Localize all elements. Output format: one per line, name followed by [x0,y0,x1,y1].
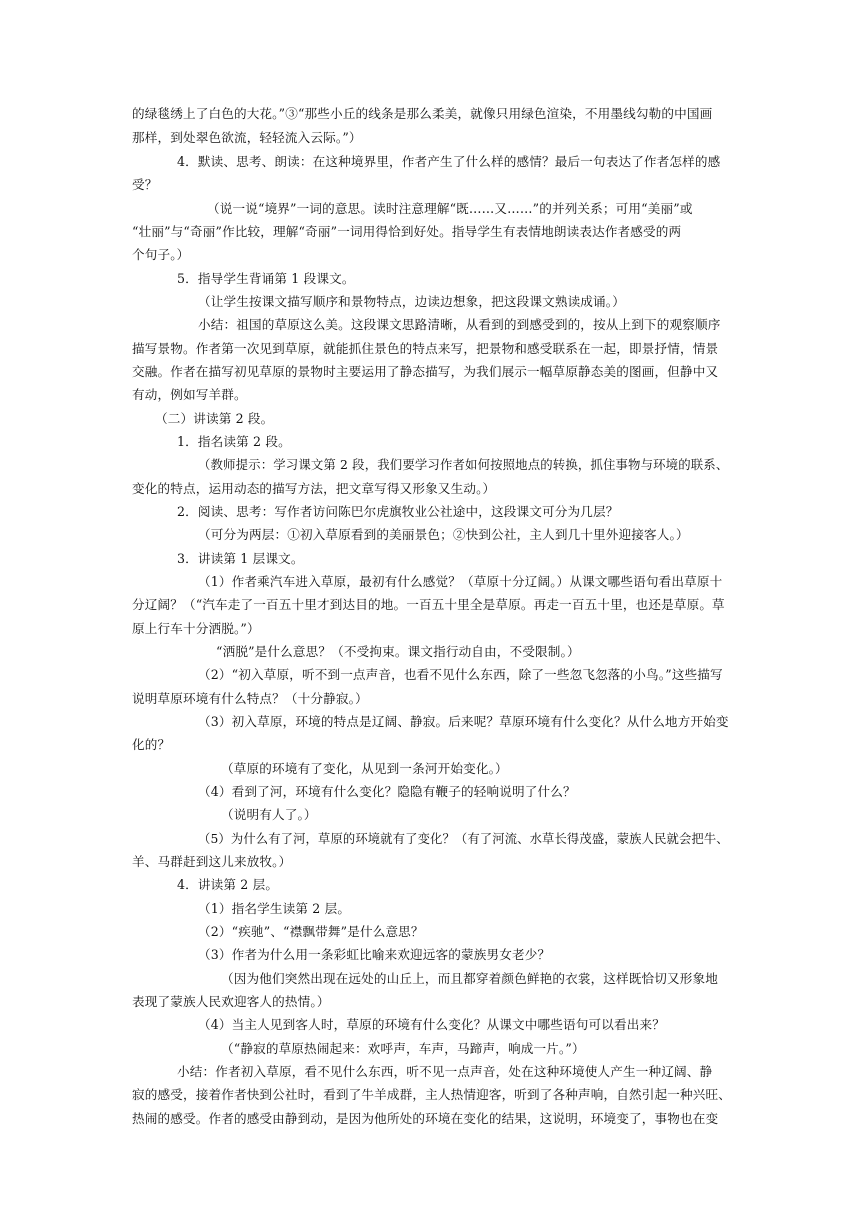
text-line: （可分为两层：①初入草原看到的美丽景色；②快到公社，主人到几十里外迎接客人。） [198,527,689,542]
text-line: 寂的感受，接着作者快到公社时，看到了牛羊成群，主人热情迎客，听到了各种声响，自然引起一种兴旺、 [132,1087,731,1102]
text-line: 交融。作者在描写初见草原的景物时主要运用了静态描写，为我们展示一幅草原静态美的图画，但静中又 [132,364,719,379]
text-line: （草原的环境有了变化，从见到一条河开始变化。） [221,761,508,776]
text-line: 有动，例如写羊群。 [132,387,247,402]
text-line: 小结：作者初入草原，看不见什么东西，听不见一点声音，处在这种环境使人产生一种辽阔、静 [177,1064,713,1079]
text-line: （5）为什么有了河，草原的环境就有了变化？（有了河流、水草长得茂盛，蒙族人民就会把牛、 [198,832,729,846]
text-line: 1．指名读第 2 段。 [177,434,291,449]
text-line: “洒脱”是什么意思？（不受拘束。课文指行动自由，不受限制。） [216,644,580,659]
text-line: （1）作者乘汽车进入草原，最初有什么感觉？（草原十分辽阔。）从课文哪些语句看出草原十 [198,574,723,589]
text-line: 小结：祖国的草原这么美。这段课文思路清晰，从看到的到感受到的，按从上到下的观察顺序 [198,317,721,332]
text-line: 热闹的感受。作者的感受由静到动，是因为他所处的环境在变化的结果，这说明，环境变了，事物也在变 [132,1111,719,1126]
text-line: （4）当主人见到客人时，草原的环境有什么变化？从课文中哪些语句可以看出来？ [198,1017,665,1032]
text-line: 5．指导学生背诵第 1 段课文。 [177,271,355,286]
text-line: 变化的特点，运用动态的描写方法，把文章写得又形象又生动。） [132,481,496,496]
text-line: （4）看到了河，环境有什么变化？隐隐有鞭子的轻响说明了什么？ [198,784,576,799]
text-line: （3）作者为什么用一条彩虹比喻来欢迎远客的蒙族男女老少？ [198,947,551,962]
text-line: （3）初入草原，环境的特点是辽阔、静寂。后来呢？草原环境有什么变化？从什么地方开始变 [198,714,729,729]
text-line: （“静寂的草原热闹起来：欢呼声，车声，马蹄声，响成一片。”） [221,1041,585,1056]
text-line: 的绿毯绣上了白色的大花。”③“那些小丘的线条是那么柔美，就像只用绿色渲染，不用墨线勾勒的中国画 [132,106,713,121]
text-line: （2）“初入草原，听不到一点声音，也看不见什么东西，除了一些忽飞忽落的小鸟。”这些描写 [198,667,723,682]
text-line: 那样，到处翠色欲流，轻轻流入云际。”） [132,130,362,145]
text-line: （说一说“境界”一词的意思。读时注意理解“既……又……”的并列关系；可用“美丽”或 [207,201,693,216]
text-line: 2．阅读、思考：写作者访问陈巴尔虎旗牧业公社途中，这段课文可分为几层？ [177,504,619,519]
text-line: 说明草原环境有什么特点？（十分静寂。） [132,691,368,706]
text-line: 描写景物。作者第一次见到草原，就能抓住景色的特点来写，把景物和感受联系在一起，即景抒情，情景 [132,341,719,356]
text-line: 个句子。） [132,247,190,262]
text-line: （1）指名学生读第 2 层。 [198,901,351,916]
text-line: 4．默读、思考、朗读：在这种境界里，作者产生了什么样的感情？最后一句表达了作者怎样的感 [177,154,721,169]
text-line: “壮丽”与“奇丽”作比较，理解“奇丽”一词用得恰到好处。指导学生有表情地朗读表达作者感受的两 [132,224,682,239]
text-line: （2）“疾驰”、“襟飘带舞”是什么意思？ [198,924,424,939]
section-heading: （二）讲读第 2 段。 [155,411,274,426]
text-line: 受？ [132,177,158,192]
text-line: （教师提示：学习课文第 2 段，我们要学习作者如何按照地点的转换，抓住事物与环境的联系、 [198,457,729,472]
text-line: 3．讲读第 1 层课文。 [177,551,304,566]
text-line: 化的？ [132,737,171,752]
text-line: 羊、马群赶到这儿来放牧。） [132,854,292,869]
text-line: 表现了蒙族人民欢迎客人的热情。） [132,994,330,1009]
text-line: （让学生按课文描写顺序和景物特点，边读边想象，把这段课文熟读成诵。） [198,294,625,309]
text-line: 原上行车十分洒脱。”） [132,621,260,636]
text-line: （因为他们突然出现在远处的山丘上，而且都穿着颜色鲜艳的衣裳，这样既恰切又形象地 [221,971,719,986]
text-line: 4．讲读第 2 层。 [177,877,279,892]
text-line: 分辽阔？（“汽车走了一百五十里才到达目的地。一百五十里全是草原。再走一百五十里，也还是草原。草 [132,597,725,612]
text-line: （说明有人了。） [221,807,317,822]
